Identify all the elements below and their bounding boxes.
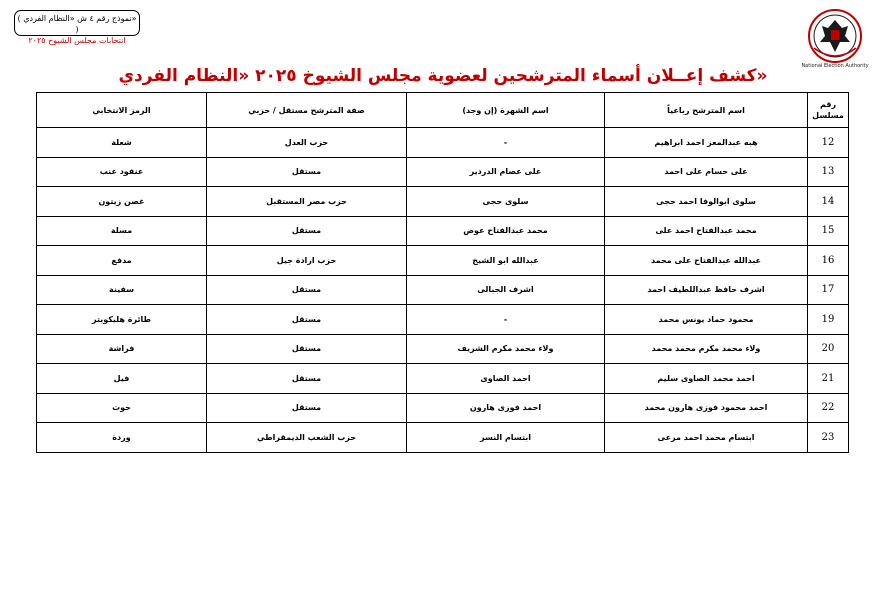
table-row xyxy=(37,334,849,364)
cell-symbol: حوت xyxy=(37,393,207,423)
cell-status: مستقل xyxy=(207,216,407,246)
cell-serial: 16 xyxy=(808,246,849,276)
cell-symbol: مدفع xyxy=(37,246,207,276)
cell-serial: 13 xyxy=(808,157,849,187)
header-nickname: اسم الشهرة (إن وجد) xyxy=(407,93,605,128)
cell-serial: 14 xyxy=(808,187,849,217)
table-row xyxy=(37,423,849,453)
cell-status: حزب العدل xyxy=(207,128,407,158)
form-number-label: ( نموذج رقم ٤ ش «النظام الفردي» ) xyxy=(17,14,137,34)
cell-name: سلوى ابوالوفا احمد حجى xyxy=(605,187,808,217)
cell-nickname: ولاء محمد مكرم الشريف xyxy=(407,334,605,364)
table-row xyxy=(37,275,849,305)
cell-symbol: شعلة xyxy=(37,128,207,158)
cell-serial: 23 xyxy=(808,423,849,453)
cell-serial: 21 xyxy=(808,364,849,394)
cell-nickname: سلوى حجى xyxy=(407,187,605,217)
cell-nickname: محمد عبدالفتاح عوض xyxy=(407,216,605,246)
cell-name: عبدالله عبدالفتاح على محمد xyxy=(605,246,808,276)
cell-status: مستقل xyxy=(207,364,407,394)
cell-status: مستقل xyxy=(207,334,407,364)
cell-name: محمود حماد يونس محمد xyxy=(605,305,808,335)
cell-serial: 20 xyxy=(808,334,849,364)
cell-symbol: عنقود عنب xyxy=(37,157,207,187)
cell-nickname: احمد الصاوى xyxy=(407,364,605,394)
cell-name: على حسام على احمد xyxy=(605,157,808,187)
table-row xyxy=(37,364,849,394)
cell-nickname: على عصام الدردير xyxy=(407,157,605,187)
cell-symbol: سفينة xyxy=(37,275,207,305)
table-row xyxy=(37,246,849,276)
cell-nickname: عبدالله ابو الشيخ xyxy=(407,246,605,276)
header-name: اسم المترشح رباعياً xyxy=(605,93,808,128)
svg-text:National Election Authority: National Election Authority xyxy=(801,63,869,69)
table-row xyxy=(37,187,849,217)
table-row xyxy=(37,216,849,246)
cell-nickname: ابتسام النسر xyxy=(407,423,605,453)
cell-status: حزب الشعب الديمقراطي xyxy=(207,423,407,453)
form-number-box xyxy=(14,10,140,45)
cell-status: حزب ارادة جيل xyxy=(207,246,407,276)
cell-symbol: فراشة xyxy=(37,334,207,364)
national-election-authority-logo xyxy=(800,8,870,70)
cell-symbol: وردة xyxy=(37,423,207,453)
cell-status: مستقل xyxy=(207,157,407,187)
cell-status: مستقل xyxy=(207,275,407,305)
cell-nickname: - xyxy=(407,305,605,335)
candidates-table xyxy=(36,92,849,453)
cell-symbol: غصن زيتون xyxy=(37,187,207,217)
cell-symbol: طائرة هليكوبتر xyxy=(37,305,207,335)
page-title: كشف إعــلان أسماء المترشحين لعضوية مجلس الشيوخ ٢٠٢٥ «النظام الفردي» xyxy=(118,66,768,86)
table-row xyxy=(37,305,849,335)
cell-name: احمد محمود فوزى هارون محمد xyxy=(605,393,808,423)
table-header-row xyxy=(37,93,849,128)
cell-serial: 17 xyxy=(808,275,849,305)
table-row xyxy=(37,157,849,187)
cell-nickname: احمد فوزى هارون xyxy=(407,393,605,423)
table-row xyxy=(37,128,849,158)
cell-symbol: مسلة xyxy=(37,216,207,246)
cell-serial: 15 xyxy=(808,216,849,246)
cell-name: احمد محمد الصاوى سليم xyxy=(605,364,808,394)
cell-name: ابتسام محمد احمد مرعى xyxy=(605,423,808,453)
cell-status: مستقل xyxy=(207,305,407,335)
cell-symbol: فيل xyxy=(37,364,207,394)
cell-name: اشرف حافظ عبداللطيف احمد xyxy=(605,275,808,305)
header-serial: رقم مسلسل xyxy=(808,93,849,128)
cell-serial: 19 xyxy=(808,305,849,335)
cell-name: ولاء محمد مكرم محمد محمد xyxy=(605,334,808,364)
cell-status: حزب مصر المستقبل xyxy=(207,187,407,217)
cell-serial: 22 xyxy=(808,393,849,423)
cell-name: هبه عبدالمعز احمد ابراهيم xyxy=(605,128,808,158)
election-label: انتخابات مجلس الشيوخ ٢٠٢٥ xyxy=(28,36,126,45)
cell-serial: 12 xyxy=(808,128,849,158)
table-row xyxy=(37,393,849,423)
header-status: صفة المترشح مستقل / حزبي xyxy=(207,93,407,128)
cell-name: محمد عبدالفتاح احمد على xyxy=(605,216,808,246)
cell-nickname: - xyxy=(407,128,605,158)
header-symbol: الرمز الانتخابي xyxy=(37,93,207,128)
cell-nickname: اشرف الجبالى xyxy=(407,275,605,305)
cell-status: مستقل xyxy=(207,393,407,423)
